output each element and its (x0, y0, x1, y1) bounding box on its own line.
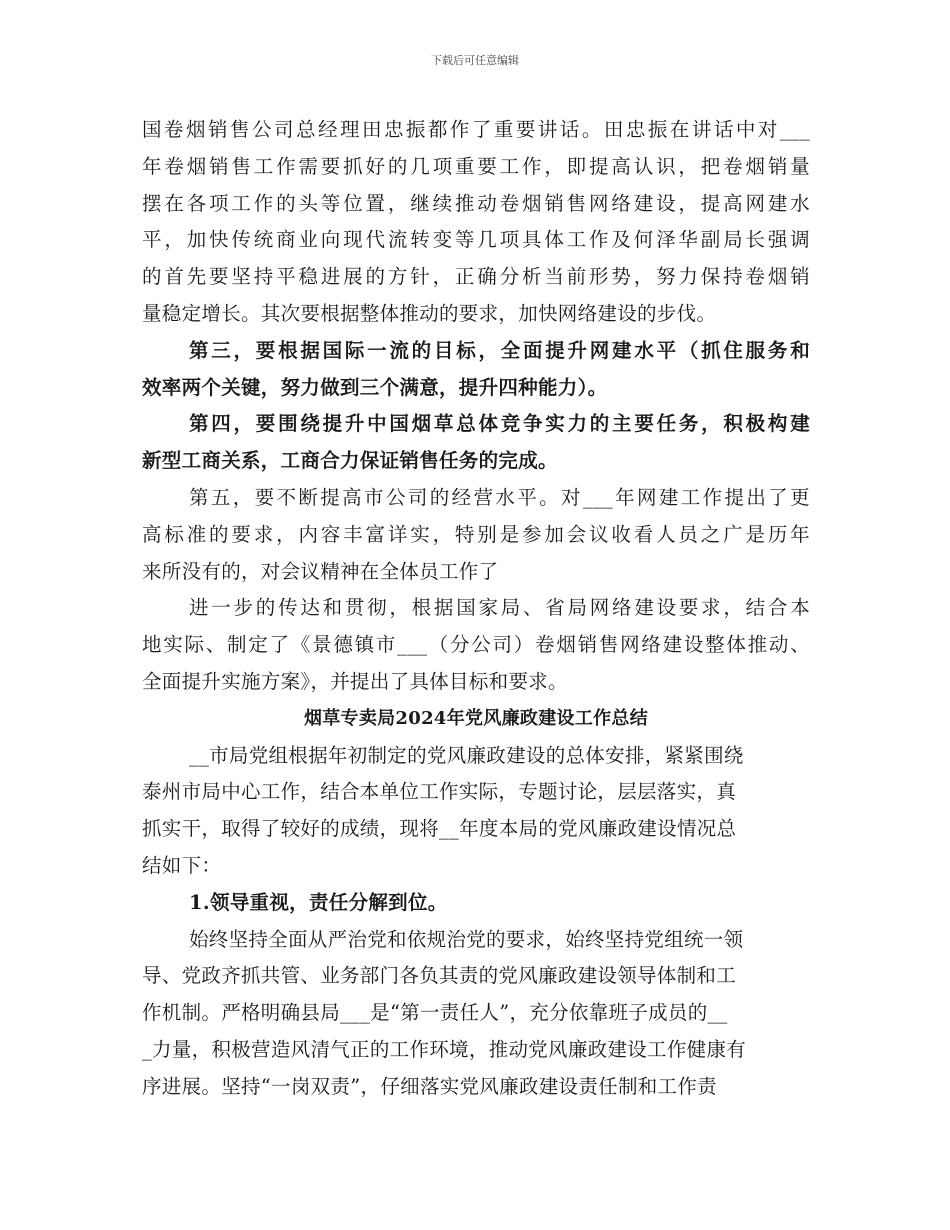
text-line: 平，加快传统商业向现代流转变等几项具体工作及何泽华副局长强调 (142, 228, 810, 252)
bold-paragraph-line: 第三，要根据国际一流的目标，全面提升网建水平（抓住服务和 (189, 338, 810, 362)
text-line: 泰州市局中心工作，结合本单位工作实际，专题讨论，层层落实，真 (142, 780, 737, 804)
text-line: 量稳定增长。其次要根据整体推动的要求，加快网络建设的步伐。 (142, 301, 717, 325)
document-body (142, 112, 810, 1106)
text-line: 年卷烟销售工作需要抓好的几项重要工作，即提高认识，把卷烟销量 (142, 154, 810, 178)
text-line: 全面提升实施方案》，并提出了具体目标和要求。 (142, 669, 568, 693)
bold-paragraph-line: 第四，要围绕提升中国烟草总体竞争实力的主要任务，积极构建 (189, 412, 810, 436)
text-line: 始终坚持全面从严治党和依规治党的要求，始终坚持党组统一领 (189, 927, 744, 951)
page-header: 下载后可任意编辑 (431, 54, 519, 67)
text-line: 序进展。坚持“一岗双责”，仔细落实党风廉政建设责任制和工作责 (142, 1074, 717, 1098)
text-line: 抓实干，取得了较好的成绩，现将__年度本局的党风廉政建设情况总 (142, 817, 737, 841)
text-line: 的首先要坚持平稳进展的方针，正确分析当前形势，努力保持卷烟销 (142, 265, 810, 289)
text-line: __市局党组根据年初制定的党风廉政建设的总体安排，紧紧围绕 (189, 743, 744, 767)
text-line: 第五，要不断提高市公司的经营水平。对___年网建工作提出了更 (189, 485, 810, 509)
text-line: 国卷烟销售公司总经理田忠振都作了重要讲话。田忠振在讲话中对___ (142, 118, 810, 141)
section-title: 烟草专卖局2024年党风廉政建设工作总结 (303, 707, 649, 729)
text-line: 高标准的要求，内容丰富详实，特别是参加会议收看人员之广是历年 (142, 522, 810, 546)
bold-paragraph-line: 新型工商关系，工商合力保证销售任务的完成。 (142, 449, 558, 473)
bold-paragraph-line: 效率两个关键，努力做到三个满意，提升四种能力）。 (142, 375, 608, 399)
numbered-heading: 1.领导重视，责任分解到位。 (189, 890, 448, 914)
text-line: _力量，积极营造风清气正的工作环境，推动党风廉政建设工作健康有 (142, 1037, 747, 1061)
text-line: 地实际、制定了《景德镇市___（分公司）卷烟销售网络建设整体推动、 (142, 633, 810, 657)
text-line: 摆在各项工作的头等位置，继续推动卷烟销售网络建设，提高网建水 (142, 191, 810, 215)
text-line: 作机制。严格明确县局___是“第一责任人”，充分依靠班子成员的__ (142, 1001, 728, 1025)
text-line: 进一步的传达和贯彻，根据国家局、省局网络建设要求，结合本 (189, 596, 810, 620)
text-line: 来所没有的，对会议精神在全体员工作了 (142, 559, 499, 583)
text-line: 结如下： (142, 853, 222, 877)
text-line: 导、党政齐抓共管、业务部门各负其责的党风廉政建设领导体制和工 (142, 964, 737, 988)
